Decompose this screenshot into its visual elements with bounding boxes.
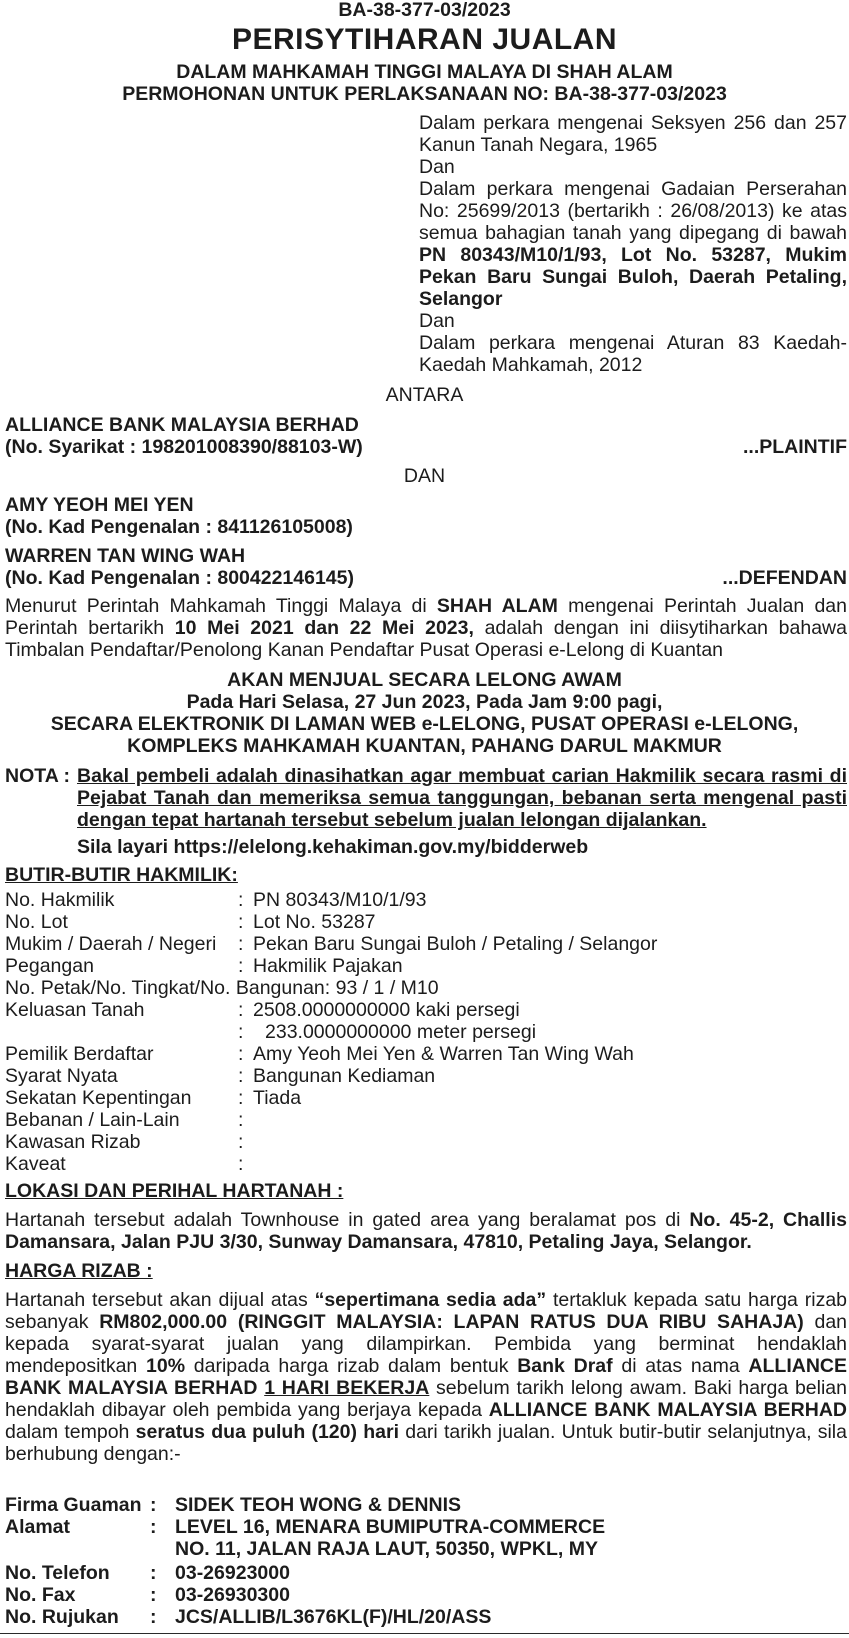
bottom-rule: [0, 1633, 849, 1634]
auction-line: KOMPLEKS MAHKAMAH KUANTAN, PAHANG DARUL MAKMUR: [127, 735, 722, 757]
defendant-role: ...DEFENDAN: [722, 567, 847, 589]
field-separator: :: [238, 1153, 244, 1175]
field-label: No. Hakmilik: [5, 889, 115, 911]
firm-label: Firma Guaman: [5, 1494, 142, 1516]
field-separator: :: [238, 1043, 244, 1065]
field-separator: :: [238, 1065, 244, 1087]
fax-label: No. Fax: [5, 1584, 76, 1606]
location-paragraph: Hartanah tersebut adalah Townhouse in gated area yang beralamat pos di No. 45-2, Challis Damansara, Jalan PJU 3/30, Sunway Damansara, 47810, Petaling Jaya, Selangor.: [5, 1209, 847, 1253]
plaintiff-reg: (No. Syarikat : 198201008390/88103-W): [5, 436, 363, 458]
section-heading-title: BUTIR-BUTIR HAKMILIK:: [5, 864, 238, 886]
nota-line: Pejabat Tanah dan memeriksa semua tanggungan, bebanan serta mengenal pasti: [77, 787, 847, 809]
field-separator: :: [238, 1131, 244, 1153]
field-separator: :: [238, 1087, 244, 1109]
field-label: Sekatan Kepentingan: [5, 1087, 192, 1109]
reference-label: No. Rujukan: [5, 1606, 119, 1628]
field-separator: :: [238, 933, 244, 955]
order-paragraph: Menurut Perintah Mahkamah Tinggi Malaya di SHAH ALAM mengenai Perintah Jualan dan Perintah bertarikh 10 Mei 2021 dan 22 Mei 2023, adalah dengan ini diisytiharkan bahawa Timbalan Pendaftar/Penolong Kanan Pendaftar Pusat Operasi e-Lelong di Kuantan: [5, 595, 847, 661]
field-label: Kawasan Rizab: [5, 1131, 141, 1153]
plaintiff-name: ALLIANCE BANK MALAYSIA BERHAD: [5, 414, 359, 436]
field-label: Mukim / Daerah / Negeri: [5, 933, 217, 955]
matter-line: Pekan Baru Sungai Buloh, Daerah Petaling,: [419, 266, 847, 288]
field-value: 233.0000000000 meter persegi: [265, 1021, 537, 1043]
phone-label: No. Telefon: [5, 1562, 110, 1584]
field-value: Amy Yeoh Mei Yen & Warren Tan Wing Wah: [253, 1043, 634, 1065]
defendant-2-ic: (No. Kad Pengenalan : 800422146145): [5, 567, 354, 589]
firm-address: NO. 11, JALAN RAJA LAUT, 50350, WPKL, MY: [175, 1538, 598, 1560]
application-number: PERMOHONAN UNTUK PERLAKSANAAN NO: BA-38-377-03/2023: [122, 83, 727, 105]
field-value: Bangunan Kediaman: [253, 1065, 436, 1087]
firm-phone: 03-26923000: [175, 1562, 290, 1584]
reference-number: BA-38-377-03/2023: [338, 0, 511, 21]
field-label: Keluasan Tanah: [5, 999, 145, 1021]
matter-dan: Dan: [419, 310, 455, 332]
firm-separator: :: [150, 1584, 157, 1606]
nota-line: dengan tepat hartanah tersebut sebelum jualan lelongan dijalankan.: [77, 809, 707, 831]
matter-line: No: 25699/2013 (bertarikh : 26/08/2013) ke atas: [419, 200, 847, 222]
section-heading-reserve: HARGA RIZAB :: [5, 1260, 153, 1282]
firm-separator: :: [150, 1494, 157, 1516]
bidder-website: Sila layari https://elelong.kehakiman.gov.my/bidderweb: [77, 836, 589, 858]
defendant-2-name: WARREN TAN WING WAH: [5, 545, 246, 567]
matter-line: semua bahagian tanah yang dipegang di bawah: [419, 222, 847, 244]
field-value: 2508.0000000000 kaki persegi: [253, 999, 520, 1021]
firm-separator: :: [150, 1516, 157, 1538]
court-name: DALAM MAHKAMAH TINGGI MALAYA DI SHAH ALAM: [176, 61, 673, 83]
nota-label: NOTA :: [5, 765, 70, 787]
matter-dan: Dan: [419, 156, 455, 178]
reserve-paragraph: Hartanah tersebut akan dijual atas “sepertimana sedia ada” tertakluk kepada satu harga rizab sebanyak RM802,000.00 (RINGGIT MALAYSIA: LAPAN RATUS DUA RIBU SAHAJA) dan kepada syarat-syarat jualan yang dilampirkan. Pembida yang berminat hendaklah mendepositkan 10% daripada harga rizab dalam bentuk Bank Draf di atas nama ALLIANCE BANK MALAYSIA BERHAD 1 HARI BEKERJA sebelum tarikh lelong awam. Baki harga belian hendaklah dibayar oleh pembida yang berjaya kepada ALLIANCE BANK MALAYSIA BERHAD dalam tempoh seratus dua puluh (120) hari dari tarikh jualan. Untuk butir-butir selanjutnya, sila berhubung dengan:-: [5, 1289, 848, 1465]
firm-reference: JCS/ALLIB/L3676KL(F)/HL/20/ASS: [175, 1606, 492, 1628]
field-label: No. Lot: [5, 911, 68, 933]
field-label: Bebanan / Lain-Lain: [5, 1109, 180, 1131]
section-heading-location: LOKASI DAN PERIHAL HARTANAH :: [5, 1180, 344, 1202]
firm-address: LEVEL 16, MENARA BUMIPUTRA-COMMERCE: [175, 1516, 606, 1538]
firm-name: SIDEK TEOH WONG & DENNIS: [175, 1494, 462, 1516]
field-value: Pekan Baru Sungai Buloh / Petaling / Selangor: [253, 933, 658, 955]
field-separator: :: [238, 955, 244, 977]
field-separator: :: [238, 1021, 244, 1043]
defendant-1-ic: (No. Kad Pengenalan : 841126105008): [5, 516, 353, 538]
field-separator: :: [238, 889, 244, 911]
field-separator: :: [238, 1109, 244, 1131]
field-separator: :: [238, 999, 244, 1021]
dan-label: DAN: [403, 465, 446, 487]
matter-line: Selangor: [419, 288, 503, 310]
defendant-1-name: AMY YEOH MEI YEN: [5, 494, 194, 516]
plaintiff-role: ...PLAINTIF: [743, 436, 847, 458]
matter-line: Dalam perkara mengenai Seksyen 256 dan 257: [419, 112, 847, 134]
matter-line: Kanun Tanah Negara, 1965: [419, 134, 658, 156]
field-value: PN 80343/M10/1/93: [253, 889, 427, 911]
auction-line: SECARA ELEKTRONIK DI LAMAN WEB e-LELONG, PUSAT OPERASI e-LELONG,: [50, 713, 799, 735]
firm-separator: :: [150, 1606, 157, 1628]
matter-line: PN 80343/M10/1/93, Lot No. 53287, Mukim: [419, 244, 847, 266]
field-label: Pegangan: [5, 955, 94, 977]
field-separator: :: [238, 911, 244, 933]
antara-label: ANTARA: [385, 384, 464, 406]
field-value: Lot No. 53287: [253, 911, 376, 933]
firm-separator: :: [150, 1562, 157, 1584]
firm-fax: 03-26930300: [175, 1584, 290, 1606]
field-label: Syarat Nyata: [5, 1065, 118, 1087]
matter-line: Dalam perkara mengenai Gadaian Perserahan: [419, 178, 847, 200]
address-label: Alamat: [5, 1516, 71, 1538]
field-label: Kaveat: [5, 1153, 66, 1175]
field-value: Hakmilik Pajakan: [253, 955, 403, 977]
auction-line: AKAN MENJUAL SECARA LELONG AWAM: [227, 669, 622, 691]
nota-line: Bakal pembeli adalah dinasihatkan agar membuat carian Hakmilik secara rasmi di: [77, 765, 847, 787]
petak-line: No. Petak/No. Tingkat/No. Bangunan: 93 / 1 / M10: [5, 977, 439, 999]
field-value: Tiada: [253, 1087, 302, 1109]
matter-line: Kaedah Mahkamah, 2012: [419, 354, 643, 376]
field-label: Pemilik Berdaftar: [5, 1043, 154, 1065]
matter-line: Dalam perkara mengenai Aturan 83 Kaedah-: [419, 332, 847, 354]
page-title: PERISYTIHARAN JUALAN: [231, 23, 618, 56]
auction-date: Pada Hari Selasa, 27 Jun 2023, Pada Jam 9:00 pagi,: [186, 691, 663, 713]
